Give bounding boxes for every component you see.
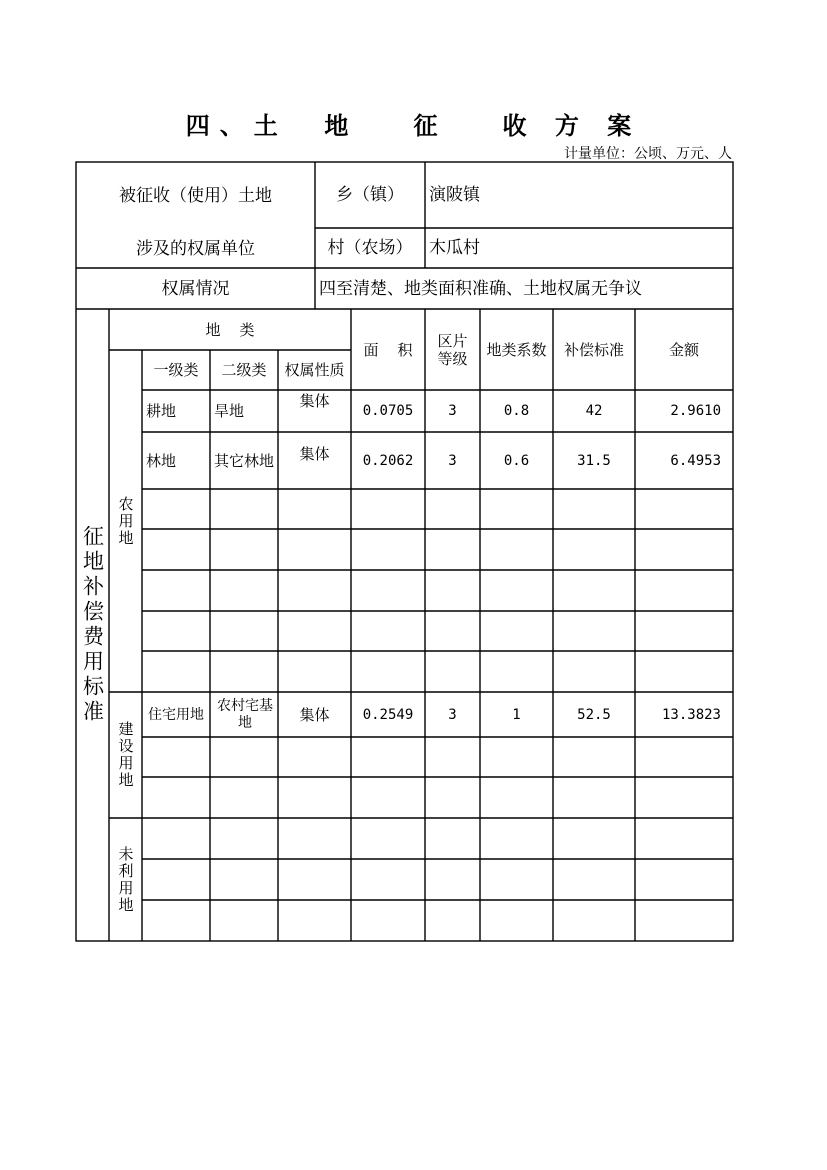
header-zone-grade: 区片 等级 (437, 331, 468, 368)
row0-level1: 耕地 (146, 402, 177, 420)
group-agri (109, 350, 142, 692)
group-unused (109, 818, 142, 941)
header-land-type: 地 类 (205, 320, 255, 339)
row0-grade: 3 (448, 403, 457, 419)
header-area: 面 积 (363, 340, 413, 359)
row1-level1: 林地 (146, 451, 177, 470)
header-standard: 补偿标准 (563, 340, 624, 359)
row7-std: 52.5 (577, 707, 611, 723)
row1-area: 0.2062 (362, 452, 414, 469)
header-amount: 金额 (668, 340, 699, 359)
row0-nature: 集体 (299, 392, 330, 410)
row7-grade: 3 (448, 707, 457, 723)
page-title: 四、土 地 征 收 方 案 (185, 111, 642, 140)
ownership-value: 四至清楚、地类面积准确、土地权属无争议 (319, 278, 642, 299)
header-level1: 一级类 (153, 361, 199, 379)
row7-level1: 住宅用地 (148, 706, 204, 723)
row7-level2: 农村宅基地 (217, 698, 273, 731)
row0-amount: 2.9610 (670, 403, 721, 419)
row0-coef: 0.8 (503, 403, 530, 419)
row7-nature: 集体 (299, 706, 330, 724)
row0-area: 0.0705 (362, 403, 414, 419)
row0-level2: 旱地 (214, 402, 245, 420)
row1-amount: 6.4953 (670, 452, 721, 469)
section-label (76, 309, 109, 941)
ownership-label: 权属情况 (161, 278, 230, 299)
header-level2: 二级类 (221, 361, 267, 379)
row7-area: 0.2549 (362, 707, 414, 723)
section-label-text: 征地补偿费用标准 (80, 525, 105, 725)
group-construction-text: 建设用地 (116, 721, 135, 789)
township-label: 乡（镇） (336, 185, 404, 205)
row7-coef: 1 (512, 707, 521, 723)
header-nature: 权属性质 (284, 361, 345, 379)
group-construction (109, 692, 142, 818)
row1-coef: 0.6 (503, 452, 530, 469)
group-agri-text: 农用地 (116, 495, 135, 547)
unit-note: 计量单位：公顷、万元、人 (564, 146, 732, 162)
row1-std: 31.5 (577, 452, 611, 469)
owner-label-line1: 被征收（使用）土地 (119, 186, 272, 206)
group-unused-text: 未利用地 (116, 845, 135, 914)
row1-grade: 3 (448, 452, 457, 469)
owner-label-line2: 涉及的权属单位 (136, 239, 255, 259)
row0-std: 42 (585, 403, 603, 419)
village-value: 木瓜村 (429, 238, 480, 258)
header-coefficient: 地类系数 (486, 340, 547, 359)
row1-nature: 集体 (299, 445, 330, 463)
village-label: 村（农场） (327, 238, 413, 258)
township-value: 演陂镇 (429, 185, 480, 205)
row1-level2: 其它林地 (214, 451, 275, 470)
row7-amount: 13.3823 (661, 707, 721, 723)
